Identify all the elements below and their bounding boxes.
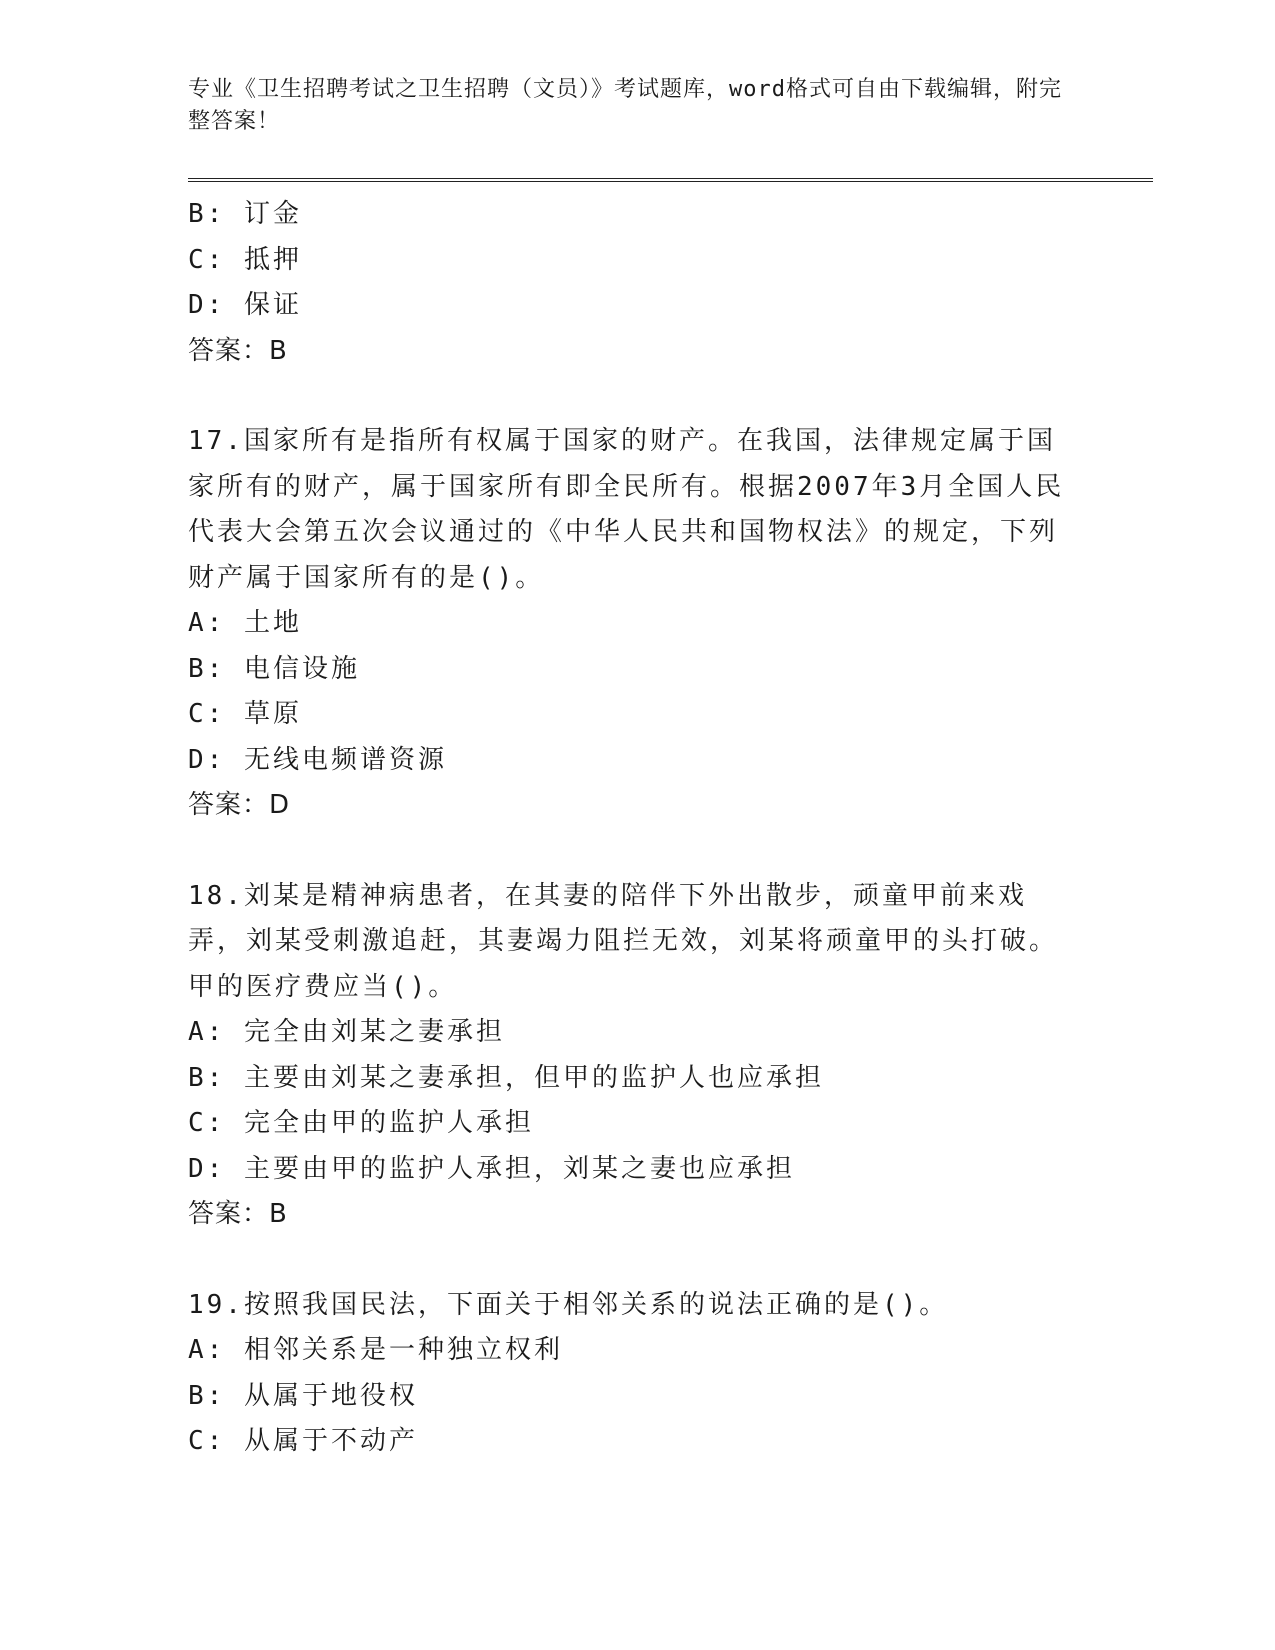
- option-letter: C:: [188, 1108, 226, 1138]
- option-text: 主要由刘某之妻承担，但甲的监护人也应承担: [243, 1062, 824, 1093]
- option-text: 从属于地役权: [243, 1380, 418, 1411]
- answer: 答案：B: [188, 335, 288, 366]
- spacer: [188, 829, 1153, 874]
- option-letter: D:: [188, 1153, 226, 1184]
- option-c: [188, 1101, 1153, 1147]
- option-d: [188, 1147, 1153, 1193]
- option-c: [188, 692, 1153, 738]
- option-letter: A:: [188, 1335, 226, 1365]
- option-letter: B:: [188, 1380, 226, 1411]
- option-text: 完全由刘某之妻承担: [243, 1017, 505, 1047]
- option-letter: B:: [188, 199, 226, 229]
- option-text: 草原: [243, 699, 302, 729]
- question-text: 17.国家所有是指所有权属于国家的财产。在我国，法律规定属于国家所有的财产，属于国家所有即全民所有。根据2007年3月全国人民代表大会第五次会议通过的《中华人民共和国物权法》的规定，下列财产属于国家所有的是()。: [188, 426, 1065, 593]
- document-page: [188, 0, 1153, 1465]
- option-text: 抵押: [243, 244, 302, 275]
- option-a: [188, 1010, 1153, 1056]
- document-content: [188, 192, 1153, 1465]
- option-text: 土地: [243, 608, 302, 638]
- option-letter: C:: [188, 244, 226, 275]
- option-a: [188, 1328, 1153, 1374]
- option-letter: C:: [188, 699, 226, 729]
- option-text: 电信设施: [243, 653, 360, 684]
- question-18: [188, 874, 1153, 1238]
- document-header: 专业《卫生招聘考试之卫生招聘（文员）》考试题库，word格式可自由下载编辑，附完整答案！: [188, 77, 1062, 134]
- header-divider: [188, 178, 1153, 182]
- option-letter: D:: [188, 290, 226, 320]
- option-c: [188, 1419, 1153, 1465]
- question-fragment: [188, 192, 1153, 374]
- option-letter: C:: [188, 1426, 226, 1456]
- option-text: 主要由甲的监护人承担，刘某之妻也应承担: [243, 1153, 795, 1184]
- question-17: [188, 419, 1153, 829]
- option-b: [188, 647, 1153, 693]
- answer: 答案：B: [188, 1199, 288, 1229]
- spacer: [188, 1238, 1153, 1283]
- option-text: 无线电频谱资源: [243, 744, 447, 775]
- question-19: [188, 1283, 1153, 1465]
- question-text: 19.按照我国民法，下面关于相邻关系的说法正确的是()。: [188, 1289, 949, 1320]
- option-letter: B:: [188, 1062, 226, 1093]
- option-c: [188, 238, 1153, 284]
- option-b: [188, 192, 1153, 238]
- option-text: 保证: [243, 290, 302, 320]
- option-text: 完全由甲的监护人承担: [243, 1108, 534, 1138]
- spacer: [188, 374, 1153, 419]
- option-a: [188, 601, 1153, 647]
- option-letter: B:: [188, 653, 226, 684]
- option-letter: D:: [188, 744, 226, 775]
- option-letter: A:: [188, 1017, 226, 1047]
- option-text: 相邻关系是一种独立权利: [243, 1335, 563, 1365]
- option-d: [188, 283, 1153, 329]
- option-b: [188, 1374, 1153, 1420]
- answer: 答案：D: [188, 790, 291, 820]
- question-text: 18.刘某是精神病患者，在其妻的陪伴下外出散步，顽童甲前来戏弄，刘某受刺激追赶，其妻竭力阻拦无效，刘某将顽童甲的头打破。甲的医疗费应当()。: [188, 880, 1059, 1002]
- option-b: [188, 1056, 1153, 1102]
- option-d: [188, 738, 1153, 784]
- option-text: 从属于不动产: [243, 1426, 418, 1456]
- option-text: 订金: [243, 199, 302, 229]
- option-letter: A:: [188, 608, 226, 638]
